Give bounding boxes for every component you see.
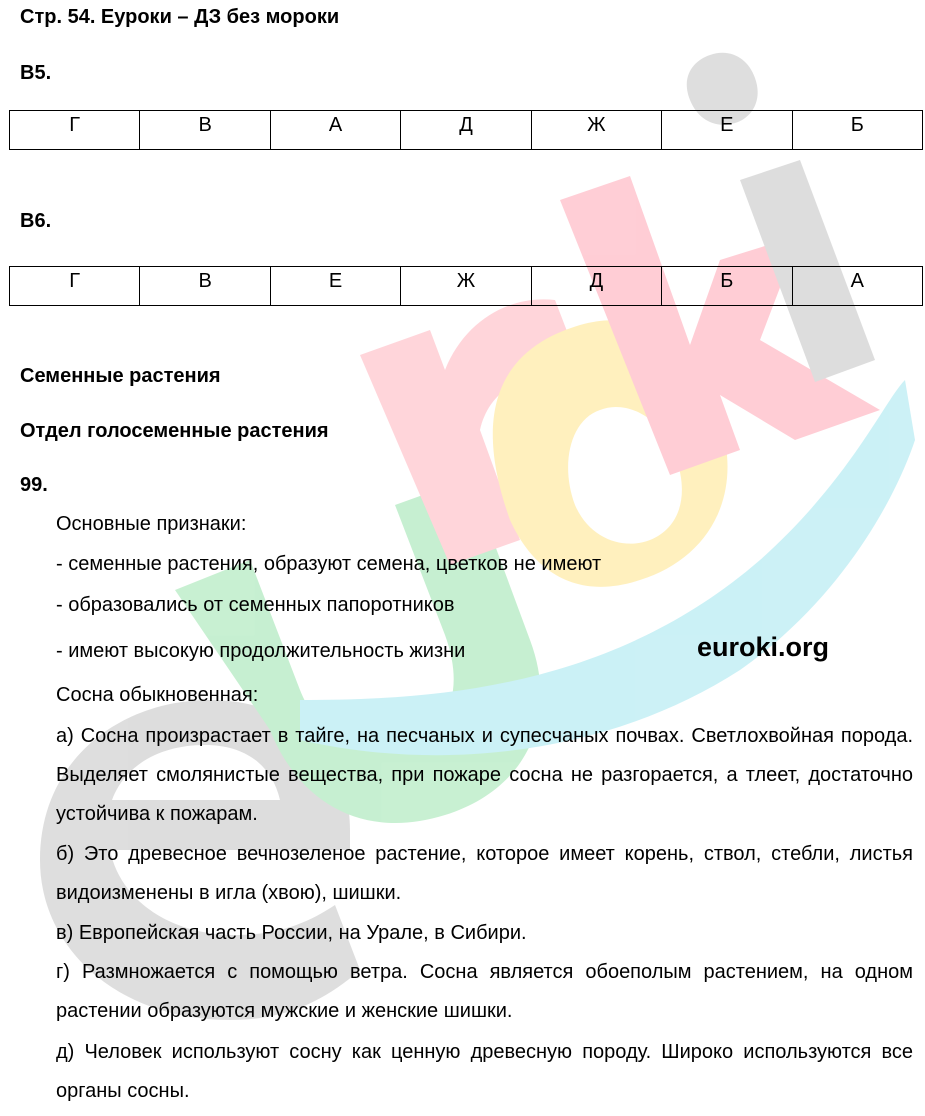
b5-answer-table (9, 110, 923, 150)
pine-paragraph-a: а) Сосна произрастает в тайге, на песчаных и супесчаных почвах. Светлохвойная порода. Выделяет смолянистые вещества, при пожаре сосна не разгорается, а тлеет, достаточно устойчива к пожарам. (56, 725, 913, 825)
b6-answer-table (9, 266, 923, 306)
b5-answer-row (10, 111, 923, 150)
pine-paragraph-e: д) Человек используют сосну как ценную древесную породу. Широко используются все органы сосны. (56, 1041, 913, 1102)
features-heading: Основные признаки: (56, 513, 247, 535)
b5-cell: Ж (531, 111, 661, 150)
section-subtitle: Отдел голосеменные растения (20, 420, 329, 442)
pine-heading: Сосна обыкновенная: (56, 684, 259, 706)
b5-label: В5. (20, 62, 52, 84)
euroki-brand-text: euroki.org (697, 632, 830, 662)
b6-cell: Ж (401, 267, 531, 306)
b5-cell: Б (792, 111, 922, 150)
task-number: 99. (20, 474, 48, 496)
pine-paragraph-d: г) Размножается с помощью ветра. Сосна является обоеполым растением, на одном растении образуются мужские и женские шишки. (56, 961, 913, 1022)
b5-cell: Е (662, 111, 792, 150)
b6-cell: В (140, 267, 270, 306)
feature-item: - семенные растения, образуют семена, цветков не имеют (56, 553, 602, 575)
b6-cell: Б (662, 267, 792, 306)
b5-cell: Г (10, 111, 140, 150)
section-title: Семенные растения (20, 365, 221, 387)
pine-paragraph-b: б) Это древесное вечнозеленое растение, которое имеет корень, ствол, стебли, листья видоизменены в игла (хвою), шишки. (56, 843, 913, 904)
b6-cell: Е (270, 267, 400, 306)
b6-cell: Г (10, 267, 140, 306)
page-title: Стр. 54. Еуроки – ДЗ без мороки (20, 6, 340, 28)
b5-cell: А (270, 111, 400, 150)
pine-paragraph-c: в) Европейская часть России, на Урале, в Сибири. (56, 922, 527, 944)
b5-cell: В (140, 111, 270, 150)
feature-item: - имеют высокую продолжительность жизни (56, 640, 466, 662)
b6-label: В6. (20, 210, 52, 232)
b5-cell: Д (401, 111, 531, 150)
b6-answer-row (10, 267, 923, 306)
b6-cell: Д (531, 267, 661, 306)
feature-item: - образовались от семенных папоротников (56, 594, 455, 616)
b6-cell: А (792, 267, 922, 306)
